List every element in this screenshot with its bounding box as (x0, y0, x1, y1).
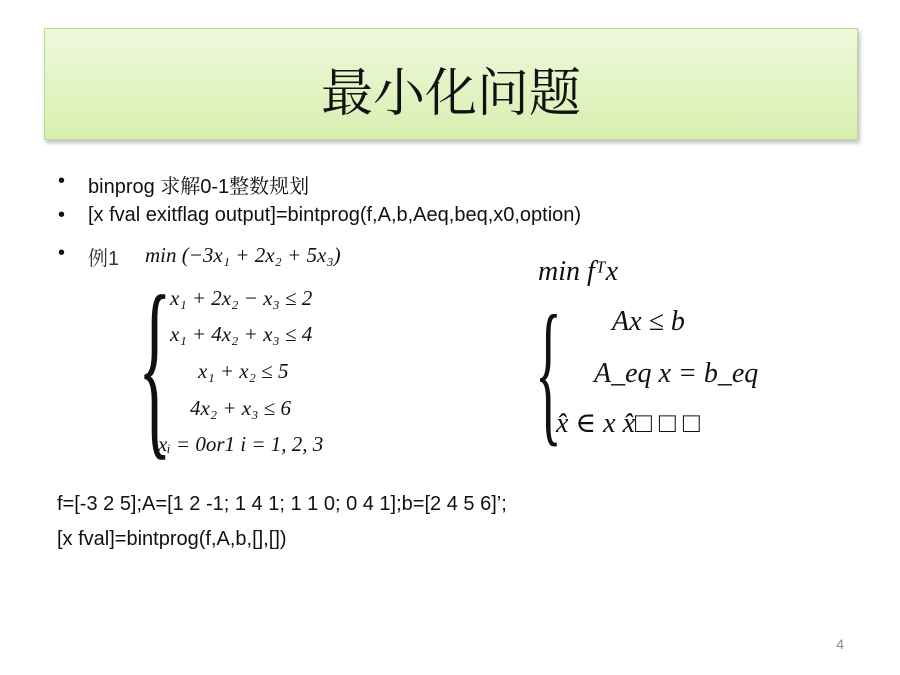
left-brace: { (138, 256, 172, 477)
code-line-1: f=[-3 2 5];A=[1 2 -1; 1 4 1; 1 1 0; 0 4 1];b=[2 4 5 6]’; (57, 493, 507, 515)
bullet-binprog: binprog 求解0-1整数规划 (88, 176, 310, 198)
general-constraint-1: Ax ≤ b (612, 306, 685, 337)
title-banner (44, 28, 858, 140)
bullet-dot: • (58, 204, 66, 226)
example-constraint-3: x₁ + x₂ ≤ 5 (198, 359, 289, 383)
example-objective: min (−3x₁ + 2x₂ + 5x₃) (145, 243, 341, 267)
general-constraint-2: A_eq x = b_eq (594, 358, 759, 389)
example-constraint-1: x₁ + 2x₂ − x₃ ≤ 2 (170, 286, 313, 310)
page-number: 4 (836, 636, 844, 652)
bullet-dot: • (58, 242, 66, 264)
bullet-example: 例1 (88, 248, 120, 270)
bullet-syntax: [x fval exitflag output]=bintprog(f,A,b,Aeq,beq,x0,option) (88, 204, 582, 226)
code-line-2: [x fval]=bintprog(f,A,b,[],[]) (57, 528, 287, 550)
general-constraint-3: x̂ ∈ x x̂□ □ □ (556, 408, 700, 439)
example-constraint-2: x₁ + 4x₂ + x₃ ≤ 4 (170, 322, 313, 346)
example-constraint-5: xᵢ = 0or1 i = 1, 2, 3 (158, 432, 324, 456)
general-objective: min fᵀx (538, 256, 619, 287)
example-constraint-4: 4x₂ + x₃ ≤ 6 (190, 396, 291, 420)
right-brace: { (535, 282, 562, 460)
slide-title: 最小化问题 (320, 64, 581, 124)
bullet-dot: • (58, 170, 66, 192)
